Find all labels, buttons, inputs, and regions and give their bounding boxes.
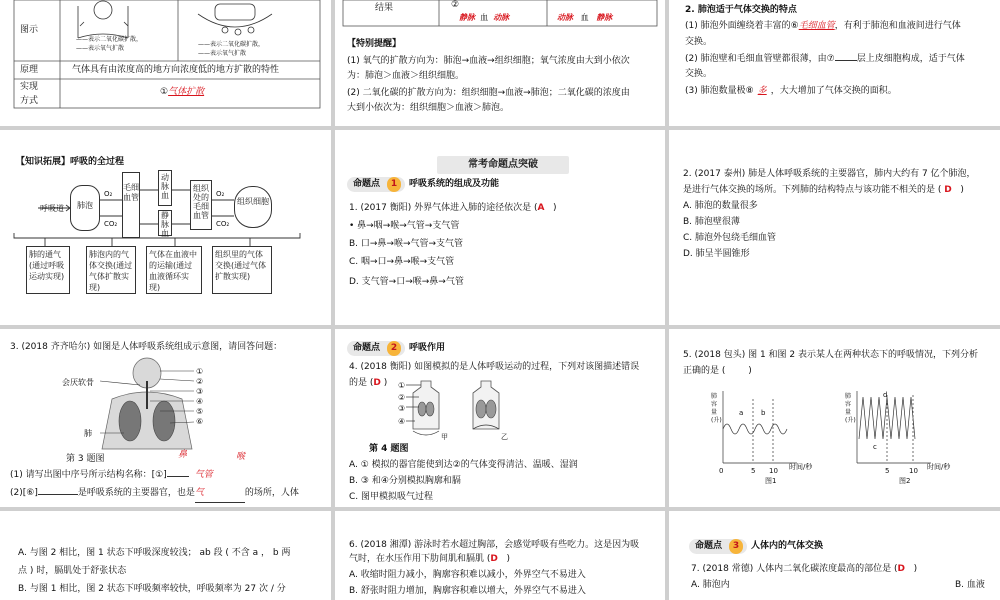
fig4-num-2: ② [398, 393, 406, 402]
answer-1 [160, 84, 204, 101]
topic-tag-1-num: 1 [387, 177, 401, 192]
explain-box-2 [86, 246, 136, 294]
label-lung: 肺 [84, 429, 92, 438]
fig4-caption: 第 4 题图 [369, 444, 409, 454]
label-epiglottis: 会厌软骨 [62, 378, 94, 387]
topic-tag-3-num: 3 [729, 539, 743, 554]
q2-end: ) [960, 185, 964, 195]
q7-option-a: A. 肺泡内 [691, 580, 730, 590]
topic-tag-2-num: 2 [387, 341, 401, 356]
topic-tag-3-label: 命题点 [695, 541, 723, 551]
topic-tag-1-label: 命题点 [353, 179, 381, 189]
fig3-num-1: ① [196, 367, 204, 376]
q3-stem: 3. (2018 齐齐哈尔) 如图是人体呼吸系统组成示意图，请回答问题： [10, 342, 283, 352]
q3-part-1-text: (1) 请写出图中序号所示结构名称：[①] [10, 470, 167, 480]
slide-3 [669, 0, 1000, 126]
q6-option-a: A. 收缩时阻力减小，胸廓容积难以减小，外界空气不易进入 [349, 570, 586, 580]
venous-blood-label: 静脉血 [161, 211, 169, 238]
result-c5: 血 [580, 13, 589, 22]
explain-box-4 [212, 246, 272, 294]
fig-legend-o2: ——表示氧气扩散 [76, 45, 125, 52]
alveoli-point-3b: ，大大增加了气体交换的面积。 [770, 86, 897, 96]
section-banner-text: 常考命题点突破 [468, 159, 538, 170]
row-head-method [20, 80, 38, 108]
topic-2-title: 呼吸作用 [409, 343, 446, 353]
q4-answer: D [373, 378, 381, 388]
chart2-c: c [873, 443, 877, 451]
q1-option-d: D. 支气管→口→喉→鼻→气管 [349, 277, 464, 287]
chart2-t10: 10 [909, 467, 918, 475]
q6-option-b: B. 舒张时阻力增加，胸廓容积难以增大，外界空气不易进入 [349, 586, 586, 596]
chart1-t10: 10 [769, 467, 778, 475]
q3-ans-nose: 鼻 [178, 450, 188, 460]
fig3-num-5: ⑤ [196, 407, 204, 416]
q3-part-1-ans: 气管 [194, 470, 213, 480]
q4-line-2-text: 的是 ( [349, 378, 374, 388]
q6-line-2-text: 气时，在水压作用下肋间肌和膈肌 ( [349, 554, 491, 564]
alveoli-point-3a: (3) 肺泡数量极⑧ [685, 86, 754, 96]
row-principle-text: 气体具有由浓度高的地方向浓度低的地方扩散的特性 [72, 65, 280, 75]
alveoli-box [70, 185, 100, 231]
alveoli-point-2b: 层上皮细胞构成，适于气体 [856, 54, 965, 64]
slide-1 [0, 0, 331, 126]
result-right-values [557, 9, 612, 26]
q7-stem-text: 7. (2018 常德) 人体内二氧化碳浓度最高的部位是 ( [691, 564, 898, 574]
alveoli-point-2 [685, 50, 965, 68]
alveoli-point-2a: (2) 肺泡壁和毛细血管壁都很薄，由⑦ [685, 54, 835, 64]
fig3-caption: 第 3 题图 [66, 454, 105, 464]
topic-3-title: 人体内的气体交换 [751, 541, 824, 551]
slide-11 [335, 511, 665, 600]
q1-stem [349, 200, 557, 217]
tissue-diagram [198, 4, 272, 35]
q4-option-a: A. ① 模拟的器官能使到达②的气体变得清洁、温暖、湿润 [349, 460, 578, 470]
explain-2: 肺泡内的气体交换(通过气体扩散实现) [89, 250, 133, 292]
q1-stem-end: ) [553, 203, 557, 213]
o2-label-2: O₂ [216, 190, 225, 198]
result-left [451, 0, 459, 14]
q3-part-2-ans: 气 [195, 485, 245, 503]
venous-blood-box [158, 210, 172, 236]
slide-9 [669, 329, 1000, 507]
q6-end: ) [506, 554, 510, 564]
fig-legend-o2-2: ——表示氧气扩散 [198, 50, 247, 57]
q4-option-c: C. 图甲模拟吸气过程 [349, 492, 434, 502]
fig4-yi: 乙 [501, 433, 508, 441]
slide-2 [335, 0, 665, 126]
slide-8 [335, 329, 665, 507]
tissue-cell-box [234, 186, 272, 228]
q1-answer: A [537, 203, 545, 213]
co2-label-2: CO₂ [216, 220, 230, 228]
chart1-caption: 图1 [765, 477, 777, 485]
chart1-xlabel: 时间/秒 [789, 463, 813, 471]
lung-capillary-box [122, 172, 140, 238]
q3-part-2-end: 的场所，人体 [244, 488, 299, 498]
slide-4 [0, 130, 331, 325]
q7-stem [691, 561, 917, 578]
chart2-d: d [883, 391, 888, 399]
lung-capillary-label: 毛细血管 [123, 183, 139, 202]
fig4-num-3: ③ [398, 404, 406, 413]
answer-1-text: 气体扩散 [168, 87, 205, 97]
chart1-t0: 0 [719, 467, 724, 475]
q1-option-b: B. 口→鼻→喉→气管→支气管 [349, 239, 464, 249]
alveoli-point-3-ans: 多 [757, 86, 767, 96]
q3-part-2 [10, 484, 299, 503]
fig3-num-2: ② [196, 377, 204, 386]
chart1-b: b [761, 409, 766, 417]
note-line-1: (1) 氧气的扩散方向为：肺泡→血液→组织细胞；氧气浓度由大到小依次 [347, 56, 630, 66]
alveoli-point-1 [685, 18, 961, 35]
row-head-method-text: 实现 方式 [20, 82, 39, 106]
tissue-capillary-label: 组织处的毛细血管 [193, 184, 209, 220]
chart1-t5: 5 [751, 467, 756, 475]
slide-10 [0, 511, 331, 600]
q3-part-2-mid: 是呼吸系统的主要器官，也是 [77, 488, 195, 498]
alveoli-diagram [78, 1, 128, 38]
explain-box-1 [26, 246, 70, 294]
slide-12 [669, 511, 1000, 600]
fig4-jia: 甲 [441, 433, 448, 441]
chart2-ylabel: 肺容量(升) [845, 393, 856, 424]
q2-answer: D [944, 185, 952, 195]
topic-tag-1 [347, 177, 405, 192]
explain-1: 肺的通气(通过呼吸运动实现) [29, 250, 65, 281]
result-left-values [459, 9, 509, 26]
arterial-blood-label: 动脉血 [161, 173, 169, 200]
q1-stem-text: 1. (2017 衡阳) 外界气体进入肺的途径依次是 ( [349, 203, 538, 213]
q5-line-1: 5. (2018 包头) 图 1 和图 2 表示某人在两种状态下的呼吸情况，下列分析 [683, 350, 978, 360]
result-c4: 动脉 [557, 12, 573, 22]
row-head-diagram: 图示 [20, 25, 39, 35]
topic-1-title: 呼吸系统的组成及功能 [409, 179, 500, 189]
slide-7 [0, 329, 331, 507]
chart2-caption: 图2 [899, 477, 911, 485]
note-line-4: 大到小依次为：组织细胞＞血液＞肺泡。 [347, 103, 510, 113]
q5-line-2-text: 正确的是 ( [683, 366, 726, 376]
fig-legend-co2: ——表示二氧化碳扩散， [76, 36, 143, 43]
alveoli-point-1c: 交换。 [685, 37, 713, 47]
fig4-num-1: ① [398, 381, 406, 390]
note-line-3: (2) 二氧化碳的扩散方向为：组织细胞→血液→肺泡；二氧化碳的浓度由 [347, 88, 630, 98]
q3-part-2-text: (2)[⑥] [10, 488, 38, 498]
q1-option-a: • 鼻→咽→喉→气管→支气管 [349, 221, 460, 231]
result-c2: 血 [480, 13, 489, 22]
fig4-num-4: ④ [398, 417, 406, 426]
q7-answer: D [897, 564, 905, 574]
result-c1: 静脉 [459, 12, 475, 22]
fig3-num-3: ③ [196, 387, 204, 396]
q2-option-b: B. 肺泡壁很薄 [683, 217, 740, 227]
alveoli-box-label: 肺泡 [77, 201, 93, 210]
q5-end: ) [748, 366, 752, 376]
q6-line-1: 6. (2018 湘潭) 游泳时若水超过胸部，会感觉呼吸有些吃力。这是因为吸 [349, 540, 640, 550]
result-num: ② [451, 0, 460, 10]
q2-line-1: 2. (2017 泰州) 肺是人体呼吸系统的主要器官，肺内大约有 7 亿个肺泡， [683, 169, 976, 179]
arterial-blood-box [158, 170, 172, 206]
q1-option-c: C. 咽→口→鼻→喉→支气管 [349, 257, 455, 267]
alveoli-point-3 [685, 83, 897, 100]
co2-label-1: CO₂ [104, 220, 118, 228]
explain-box-3 [146, 246, 202, 294]
q2-option-a: A. 肺泡的数量很多 [683, 201, 758, 211]
q2-option-d: D. 肺呈半圆锥形 [683, 249, 750, 259]
o2-label-1: O₂ [104, 190, 113, 198]
q5-option-a: A. 与图 2 相比，图 1 状态下呼吸深度较浅； ab 段 ( 不含 a ， b 两 [18, 548, 291, 558]
q6-answer: D [490, 554, 498, 564]
extension-title: 【知识拓展】呼吸的全过程 [16, 157, 125, 167]
q5-option-a-2: 点 ) 时，膈肌处于舒张状态 [18, 566, 127, 576]
chart1-ylabel: 肺容量(升) [711, 393, 722, 424]
alveoli-point-1b: ，有利于肺泡和血液间进行气体 [834, 21, 961, 31]
q7-end: ) [913, 564, 918, 574]
airway-label: 呼吸道 [40, 204, 64, 213]
q2-line-2-text: 是进行气体交换的场所。下列肺的结构特点与该功能不相关的是 ( [683, 185, 942, 195]
result-head: 结果 [375, 3, 394, 13]
chart1-a: a [739, 409, 744, 417]
q4-option-b: B. ③ 和④分别模拟胸廓和膈 [349, 476, 461, 486]
q7-option-b: B. 血液 [955, 580, 985, 590]
row-head-principle: 原理 [20, 65, 39, 75]
q4-end: ) [383, 378, 388, 388]
topic-tag-2-label: 命题点 [353, 343, 381, 353]
alveoli-point-2c: 交换。 [685, 69, 713, 79]
slide-6 [669, 130, 1000, 325]
result-c3: 动脉 [493, 12, 510, 22]
fig-legend-co2-2: ——表示二氧化碳扩散， [198, 41, 265, 48]
fig3-num-6: ⑥ [196, 417, 204, 426]
alveoli-point-1a: (1) 肺泡外面缠绕着丰富的⑥ [685, 21, 799, 31]
chart2-t5: 5 [885, 467, 890, 475]
topic-tag-3 [689, 539, 747, 554]
answer-1-num: ① [160, 87, 169, 97]
note-title: 【特别提醒】 [347, 39, 402, 49]
q5-option-b: B. 与图 1 相比，图 2 状态下呼吸频率较快，呼吸频率为 27 次 / 分 [18, 584, 286, 594]
result-c6: 静脉 [596, 12, 613, 22]
q2-line-2 [683, 182, 964, 199]
slide-5 [335, 130, 665, 325]
q6-line-2 [349, 551, 510, 568]
alveoli-title: 2. 肺泡适于气体交换的特点 [685, 5, 797, 15]
q2-option-c: C. 肺泡外包绕毛细血管 [683, 233, 777, 243]
tissue-capillary-box [190, 180, 212, 230]
explain-3: 气体在血液中的运输(通过血液循环实现) [149, 250, 197, 292]
alveoli-point-1-ans: 毛细血管 [798, 21, 835, 31]
chart2-xlabel: 时间/秒 [927, 463, 951, 471]
tissue-cell-label: 组织细胞 [237, 197, 269, 206]
q4-line-1: 4. (2018 衡阳) 如图模拟的是人体呼吸运动的过程，下列对该图描述错误 [349, 362, 640, 372]
note-line-2: 为：肺泡＞血液＞组织细胞。 [347, 71, 465, 81]
q3-part-1 [10, 466, 213, 484]
explain-4: 组织里的气体交换(通过气体扩散实现) [215, 250, 267, 281]
fig3-num-4: ④ [196, 397, 204, 406]
q3-ans-throat: 喉 [236, 452, 246, 462]
section-banner [437, 156, 569, 174]
